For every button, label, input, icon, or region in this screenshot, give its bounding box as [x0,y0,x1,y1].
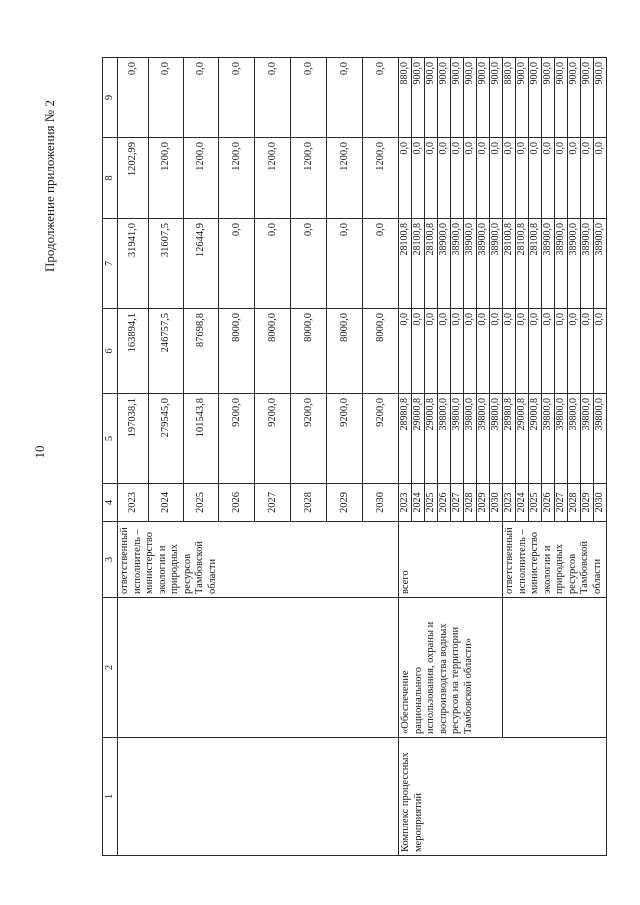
value-cell-c8: 0,0 [490,138,503,219]
value-cell-c6: 0,0 [555,309,568,394]
value-cell-c7: 38900,0 [477,219,490,309]
value-cell-c5: 9200,0 [327,394,363,484]
year-cell: 2027 [555,484,568,522]
value-cell-c7: 38900,0 [490,219,503,309]
value-cell-c8: 0,0 [477,138,490,219]
value-cell-c7: 0,0 [219,219,255,309]
value-cell-c5: 39800,0 [594,394,607,484]
value-cell-c5: 29000,8 [425,394,438,484]
column-number: 3 [103,522,118,598]
value-cell-c8: 1200,0 [363,138,399,219]
value-cell-c8: 0,0 [529,138,542,219]
empty-cell [118,738,399,856]
year-cell: 2025 [425,484,438,522]
year-cell: 2027 [255,484,291,522]
column-number-row [103,58,118,856]
value-cell-c5: 9200,0 [363,394,399,484]
value-cell-c5: 39800,0 [555,394,568,484]
value-cell-c5: 9200,0 [219,394,255,484]
value-cell-c6: 0,0 [529,309,542,394]
value-cell-c9: 900,0 [594,58,607,138]
value-cell-c6: 8000,0 [255,309,291,394]
value-cell-c5: 9200,0 [255,394,291,484]
value-cell-c7: 0,0 [363,219,399,309]
column-number: 4 [103,484,118,522]
total-label-cell: всего [399,522,503,598]
value-cell-c8: 0,0 [568,138,581,219]
value-cell-c5: 39800,0 [490,394,503,484]
year-cell: 2028 [291,484,327,522]
year-cell: 2026 [542,484,555,522]
year-cell: 2024 [149,484,184,522]
value-cell-c8: 0,0 [542,138,555,219]
value-cell-c7: 28100,8 [516,219,529,309]
value-cell-c8: 0,0 [503,138,516,219]
value-cell-c5: 279545,0 [149,394,184,484]
budget-table [102,57,607,856]
value-cell-c8: 1200,0 [327,138,363,219]
value-cell-c5: 197038,1 [118,394,149,484]
empty-cell [118,598,399,738]
value-cell-c9: 900,0 [412,58,425,138]
value-cell-c9: 900,0 [529,58,542,138]
value-cell-c6: 0,0 [412,309,425,394]
value-cell-c8: 0,0 [581,138,594,219]
value-cell-c5: 39800,0 [438,394,451,484]
value-cell-c5: 28980,8 [503,394,516,484]
value-cell-c6: 8000,0 [219,309,255,394]
value-cell-c9: 0,0 [184,58,219,138]
column-number: 6 [103,309,118,394]
value-cell-c5: 29000,8 [516,394,529,484]
budget-table-sheet [102,58,605,856]
value-cell-c7: 38900,0 [594,219,607,309]
value-cell-c7: 38900,0 [555,219,568,309]
value-cell-c9: 900,0 [542,58,555,138]
value-cell-c8: 0,0 [555,138,568,219]
value-cell-c9: 0,0 [363,58,399,138]
value-cell-c6: 163894,1 [118,309,149,394]
value-cell-c9: 900,0 [581,58,594,138]
value-cell-c7: 28100,8 [529,219,542,309]
value-cell-c7: 38900,0 [568,219,581,309]
value-cell-c5: 39800,0 [451,394,464,484]
year-cell: 2024 [412,484,425,522]
page-number: 10 [32,445,47,459]
column-number: 5 [103,394,118,484]
value-cell-c9: 0,0 [118,58,149,138]
value-cell-c8: 0,0 [412,138,425,219]
column-number: 1 [103,738,118,856]
table-row [503,58,516,856]
year-cell: 2023 [118,484,149,522]
year-cell: 2023 [399,484,412,522]
value-cell-c5: 39800,0 [477,394,490,484]
value-cell-c7: 38900,0 [581,219,594,309]
value-cell-c9: 900,0 [516,58,529,138]
value-cell-c6: 0,0 [542,309,555,394]
value-cell-c7: 38900,0 [438,219,451,309]
value-cell-c9: 0,0 [149,58,184,138]
value-cell-c8: 1200,0 [255,138,291,219]
value-cell-c5: 29000,8 [529,394,542,484]
appendix-label: Продолжение приложения № 2 [42,100,57,272]
value-cell-c9: 900,0 [464,58,477,138]
value-cell-c8: 0,0 [451,138,464,219]
value-cell-c7: 28100,8 [399,219,412,309]
value-cell-c8: 1200,0 [219,138,255,219]
value-cell-c5: 39800,0 [581,394,594,484]
value-cell-c7: 38900,0 [542,219,555,309]
value-cell-c9: 0,0 [255,58,291,138]
value-cell-c7: 31607,5 [149,219,184,309]
measure-name-cell: «Обеспечение рационального использования, охраны и воспроизводства водных ресурсов на территории Тамбовской области» [399,598,503,738]
year-cell: 2029 [327,484,363,522]
value-cell-c9: 880,0 [503,58,516,138]
value-cell-c6: 0,0 [399,309,412,394]
year-cell: 2027 [451,484,464,522]
value-cell-c5: 39800,0 [464,394,477,484]
value-cell-c6: 0,0 [464,309,477,394]
year-cell: 2029 [581,484,594,522]
year-cell: 2026 [219,484,255,522]
value-cell-c8: 0,0 [594,138,607,219]
executor-cell: ответственный исполнитель – министерство экологии и природных ресурсов Тамбовской области [503,522,607,598]
year-cell: 2024 [516,484,529,522]
value-cell-c7: 38900,0 [451,219,464,309]
year-cell: 2023 [503,484,516,522]
value-cell-c9: 900,0 [425,58,438,138]
value-cell-c6: 0,0 [490,309,503,394]
value-cell-c7: 0,0 [291,219,327,309]
value-cell-c7: 0,0 [255,219,291,309]
value-cell-c7: 31941,0 [118,219,149,309]
year-cell: 2025 [529,484,542,522]
year-cell: 2028 [568,484,581,522]
value-cell-c6: 0,0 [581,309,594,394]
year-cell: 2030 [490,484,503,522]
value-cell-c9: 900,0 [477,58,490,138]
value-cell-c8: 0,0 [464,138,477,219]
value-cell-c9: 900,0 [568,58,581,138]
complex-name-cell: Комплекс процессных мероприятий [399,738,607,856]
value-cell-c7: 0,0 [327,219,363,309]
empty-cell [503,598,607,738]
column-number: 8 [103,138,118,219]
value-cell-c8: 0,0 [516,138,529,219]
value-cell-c6: 0,0 [477,309,490,394]
value-cell-c5: 101543,8 [184,394,219,484]
value-cell-c7: 12644,9 [184,219,219,309]
executor-cell: ответственный исполнитель – министерство экологии и природных ресурсов Тамбовской области [118,522,399,598]
value-cell-c7: 28100,8 [412,219,425,309]
column-number: 2 [103,598,118,738]
value-cell-c7: 28100,8 [503,219,516,309]
value-cell-c8: 1200,0 [149,138,184,219]
value-cell-c6: 87698,8 [184,309,219,394]
value-cell-c9: 900,0 [490,58,503,138]
year-cell: 2028 [464,484,477,522]
year-cell: 2030 [594,484,607,522]
value-cell-c9: 0,0 [327,58,363,138]
value-cell-c9: 900,0 [451,58,464,138]
value-cell-c8: 0,0 [438,138,451,219]
table-row [118,58,149,856]
year-cell: 2030 [363,484,399,522]
value-cell-c9: 880,0 [399,58,412,138]
value-cell-c9: 900,0 [555,58,568,138]
value-cell-c6: 0,0 [451,309,464,394]
value-cell-c5: 39800,0 [568,394,581,484]
value-cell-c6: 246757,5 [149,309,184,394]
value-cell-c8: 1202,99 [118,138,149,219]
value-cell-c6: 0,0 [425,309,438,394]
value-cell-c7: 38900,0 [464,219,477,309]
value-cell-c5: 29000,8 [412,394,425,484]
value-cell-c9: 0,0 [219,58,255,138]
value-cell-c6: 8000,0 [291,309,327,394]
value-cell-c5: 39800,0 [542,394,555,484]
value-cell-c6: 8000,0 [363,309,399,394]
year-cell: 2026 [438,484,451,522]
value-cell-c6: 0,0 [568,309,581,394]
table-body [103,58,607,856]
value-cell-c9: 0,0 [291,58,327,138]
value-cell-c6: 8000,0 [327,309,363,394]
value-cell-c5: 9200,0 [291,394,327,484]
column-number: 9 [103,58,118,138]
value-cell-c8: 1200,0 [291,138,327,219]
value-cell-c7: 28100,8 [425,219,438,309]
value-cell-c5: 28980,8 [399,394,412,484]
value-cell-c9: 900,0 [438,58,451,138]
value-cell-c6: 0,0 [594,309,607,394]
value-cell-c8: 0,0 [425,138,438,219]
value-cell-c6: 0,0 [438,309,451,394]
year-cell: 2025 [184,484,219,522]
value-cell-c6: 0,0 [503,309,516,394]
value-cell-c6: 0,0 [516,309,529,394]
value-cell-c8: 1200,0 [184,138,219,219]
column-number: 7 [103,219,118,309]
table-row [399,58,412,856]
year-cell: 2029 [477,484,490,522]
value-cell-c8: 0,0 [399,138,412,219]
